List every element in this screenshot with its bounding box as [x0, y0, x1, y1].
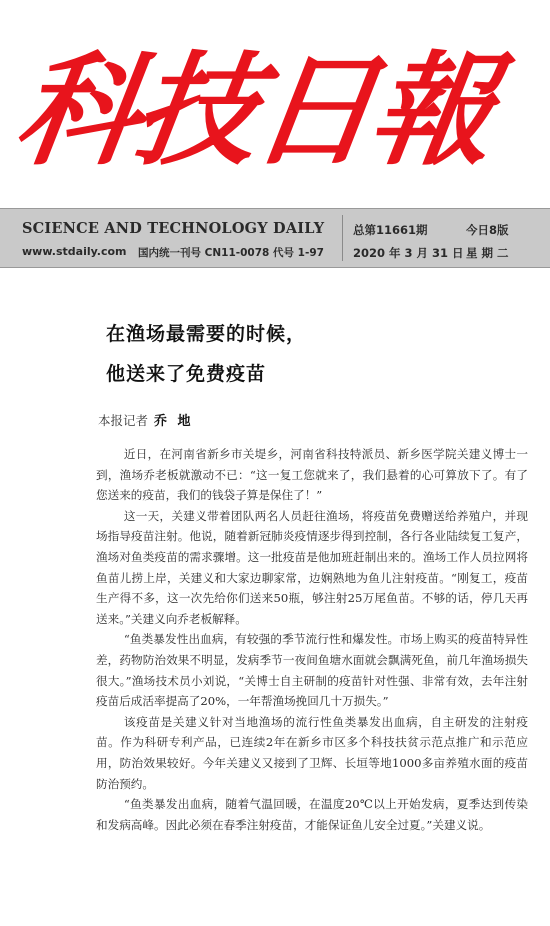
- byline: [98, 410, 194, 429]
- headline-line-2: 他送来了免费疫苗: [106, 363, 267, 385]
- registration-number: 国内统一刊号 CN11-0078 代号 1-97: [138, 247, 324, 259]
- newspaper-logo: 科技日報: [7, 38, 501, 182]
- info-bar-divider: [342, 215, 343, 261]
- website-link[interactable]: www.stdaily.com: [22, 245, 127, 258]
- article-paragraph: 近日，在河南省新乡市关堤乡，河南省科技特派员、新乡医学院关建义博士一到，渔场乔老板就激动不已：“这一复工您就来了，我们悬着的心可算放下了。有了您送来的疫苗，我们的钱袋子算是保住了！”: [96, 447, 528, 503]
- article-paragraph: 该疫苗是关建义针对当地渔场的流行性鱼类暴发出血病，自主研发的注射疫苗。作为科研专利产品，已连续2年在新乡市区多个科技扶贫示范点推广和示范应用，防治效果较好。今年关建义又接到了卫辉、长垣等地1000多亩养殖水面的疫苗防治预约。: [96, 714, 528, 791]
- page-count: 今日8版: [466, 223, 509, 237]
- english-title: SCIENCE AND TECHNOLOGY DAILY: [22, 220, 325, 237]
- publication-weekday: 星 期 二: [466, 246, 509, 260]
- article-paragraph: “鱼类暴发出血病，随着气温回暖，在温度20℃以上开始发病，夏季达到传染和发病高峰。因此必须在春季注射疫苗，才能保证鱼儿安全过夏。”关建义说。: [96, 797, 528, 832]
- issue-number: 总第11661期: [353, 223, 428, 237]
- byline-label: 本报记者: [98, 413, 149, 428]
- article-body: [96, 444, 528, 835]
- article-paragraph: “鱼类暴发性出血病，有较强的季节流行性和爆发性。市场上购买的疫苗特异性差，药物防治效果不明显，发病季节一夜间鱼塘水面就会飘满死鱼，前几年渔场损失很大。”渔场技术员小刘说，“关博士自主研制的疫苗针对性强、非常有效，去年注射疫苗后成活率提高了20%，一年帮渔场挽回几十万损失。”: [96, 632, 528, 709]
- masthead-info-bar: [0, 208, 550, 268]
- article-headline: [106, 314, 526, 394]
- article-paragraph: 这一天，关建义带着团队两名人员赶往渔场，将疫苗免费赠送给养殖户，并现场指导疫苗注射。他说，随着新冠肺炎疫情逐步得到控制，各行各业陆续复工复产，渔场对鱼类疫苗的需求骤增。这一批疫苗是他加班赶制出来的。渔场工作人员拉网将鱼苗儿捞上岸，关建义和大家边聊家常，边娴熟地为鱼儿注射疫苗。“刚复工，疫苗生产得不多，这一次先给你们送来50瓶，够注射25万尾鱼苗。不够的话，停几天再送来。”关建义向乔老板解释。: [96, 508, 528, 626]
- byline-author: 乔 地: [154, 414, 194, 429]
- headline-line-1: 在渔场最需要的时候，: [106, 323, 307, 345]
- masthead: [0, 0, 550, 208]
- publication-date: 2020 年 3 月 31 日: [353, 246, 464, 260]
